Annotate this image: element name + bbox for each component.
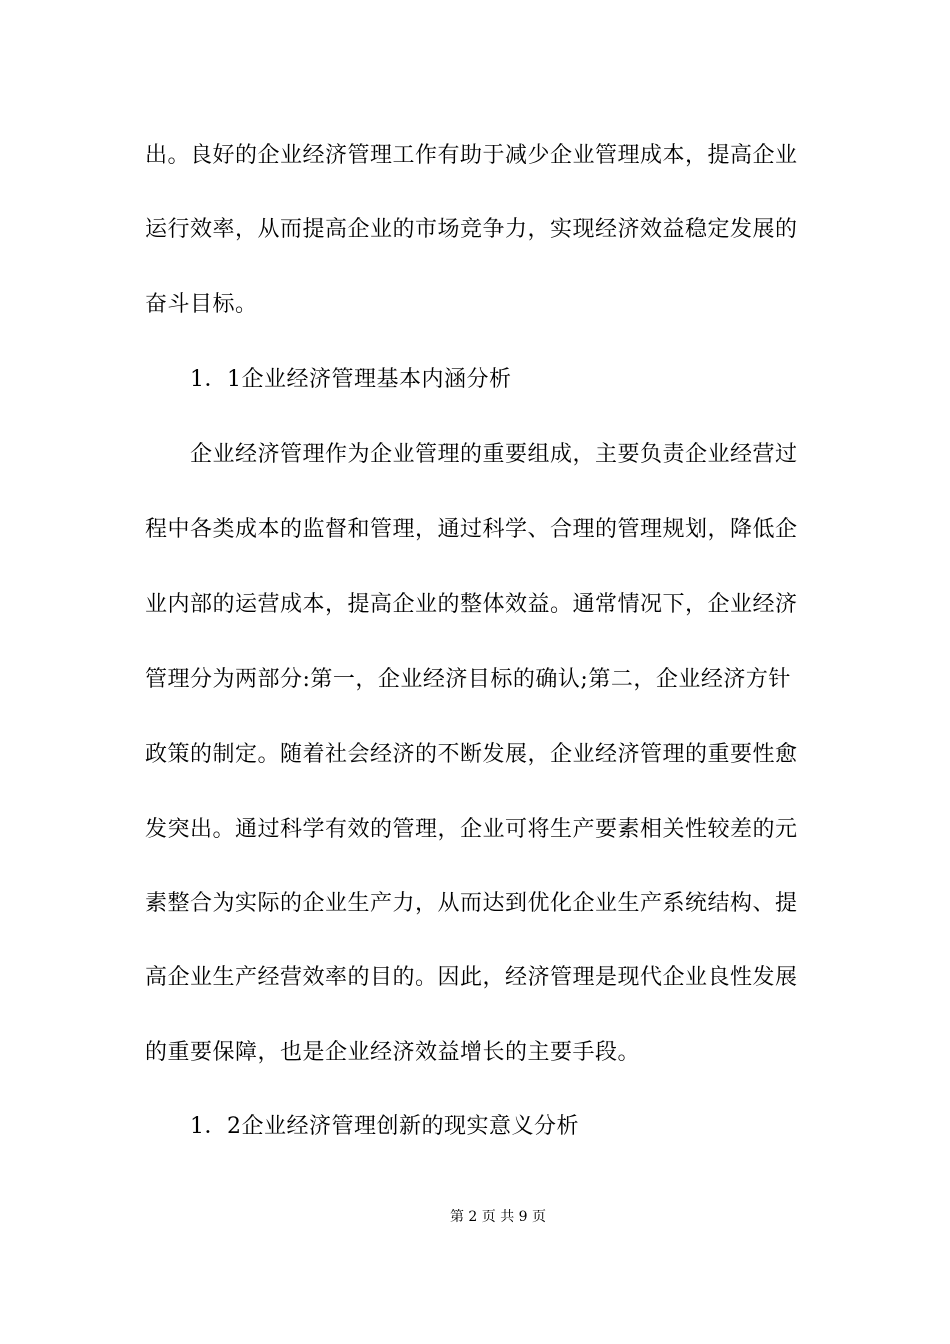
- text-line: 企业经济管理作为企业管理的重要组成，主要负责企业经营过: [190, 442, 798, 467]
- text-line: 出。良好的企业经济管理工作有助于减少企业管理成本，提高企业: [145, 143, 798, 168]
- text-line: 的重要保障，也是企业经济效益增长的主要手段。: [145, 1040, 641, 1065]
- text-line: 素整合为实际的企业生产力，从而达到优化企业生产系统结构、提: [145, 891, 798, 916]
- text-line: 政策的制定。随着社会经济的不断发展，企业经济管理的重要性愈: [145, 742, 798, 767]
- text-line: 运行效率，从而提高企业的市场竞争力，实现经济效益稳定发展的: [145, 217, 798, 242]
- text-line: 程中各类成本的监督和管理，通过科学、合理的管理规划，降低企: [145, 517, 798, 542]
- text-line: 管理分为两部分:第一，企业经济目标的确认;第二，企业经济方针: [145, 667, 791, 692]
- section-heading: 1．2企业经济管理创新的现实意义分析: [190, 1114, 579, 1139]
- text-line: 高企业生产经营效率的目的。因此，经济管理是现代企业良性发展: [145, 965, 798, 990]
- page-number: 第 2 页 共 9 页: [449, 1209, 547, 1225]
- text-line: 发突出。通过科学有效的管理，企业可将生产要素相关性较差的元: [145, 817, 798, 842]
- page-footer: [0, 1207, 950, 1227]
- text-line: 奋斗目标。: [145, 292, 258, 317]
- text-line: 业内部的运营成本，提高企业的整体效益。通常情况下，企业经济: [145, 592, 798, 617]
- section-heading: 1．1企业经济管理基本内涵分析: [190, 367, 512, 392]
